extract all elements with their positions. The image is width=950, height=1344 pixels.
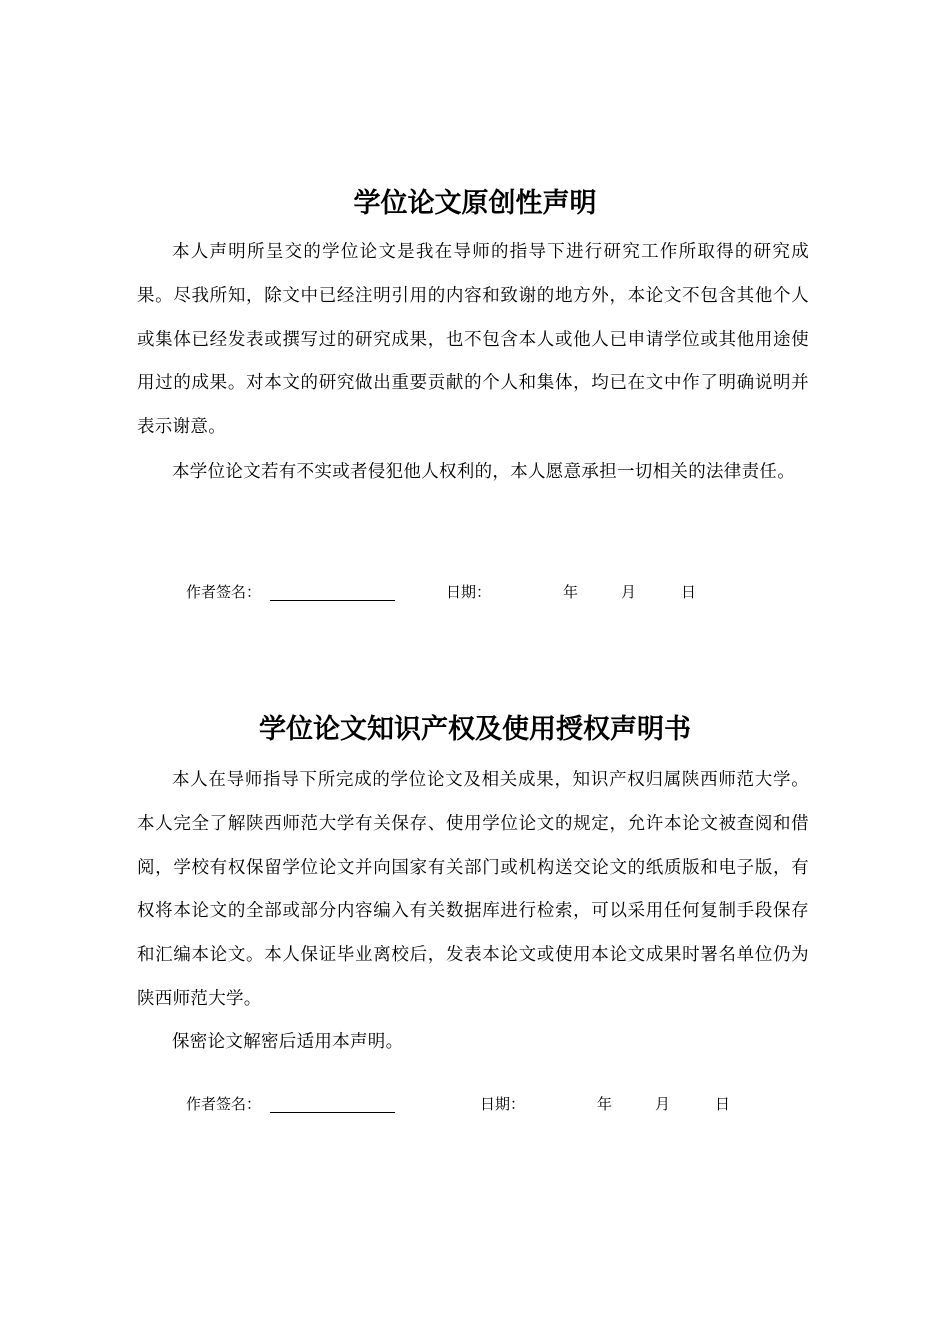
author-signature-label: 作者签名：	[186, 1095, 262, 1113]
author-signature-line	[270, 600, 395, 601]
date-day-label: 日	[715, 1095, 731, 1113]
date-year-label: 年	[597, 1095, 613, 1113]
originality-paragraph-1: 本人声明所呈交的学位论文是我在导师的指导下进行研究工作所取得的研究成果。尽我所知，除文中已经注明引用的内容和致谢的地方外，本论文不包含其他个人或集体已经发表或撰写过的研究成果，也不包含本人或他人已申请学位或其他用途使用过的成果。对本文的研究做出重要贡献的个人和集体，均已在文中作了明确说明并表示谢意。	[137, 242, 809, 438]
date-month-label: 月	[621, 583, 637, 601]
date-day-label: 日	[681, 583, 697, 601]
originality-paragraph-2: 本学位论文若有不实或者侵犯他人权利的，本人愿意承担一切相关的法律责任。	[172, 462, 795, 482]
date-label: 日期：	[480, 1095, 526, 1113]
originality-statement-title: 学位论文原创性声明	[353, 188, 597, 219]
authorization-statement-title: 学位论文知识产权及使用授权声明书	[259, 714, 691, 745]
date-year-label: 年	[563, 583, 579, 601]
date-label: 日期：	[446, 583, 492, 601]
author-signature-label: 作者签名：	[186, 583, 262, 601]
authorization-paragraph-2: 保密论文解密后适用本声明。	[172, 1032, 404, 1052]
author-signature-line	[270, 1112, 395, 1113]
date-month-label: 月	[655, 1095, 671, 1113]
authorization-paragraph-1: 本人在导师指导下所完成的学位论文及相关成果，知识产权归属陕西师范大学。本人完全了解陕西师范大学有关保存、使用学位论文的规定，允许本论文被查阅和借阅，学校有权保留学位论文并向国家有关部门或机构送交论文的纸质版和电子版，有权将本论文的全部或部分内容编入有关数据库进行检索，可以采用任何复制手段保存和汇编本论文。本人保证毕业离校后，发表本论文或使用本论文成果时署名单位仍为陕西师范大学。	[137, 770, 809, 1009]
originality-signature-row	[0, 580, 950, 604]
authorization-signature-row	[0, 1092, 950, 1116]
